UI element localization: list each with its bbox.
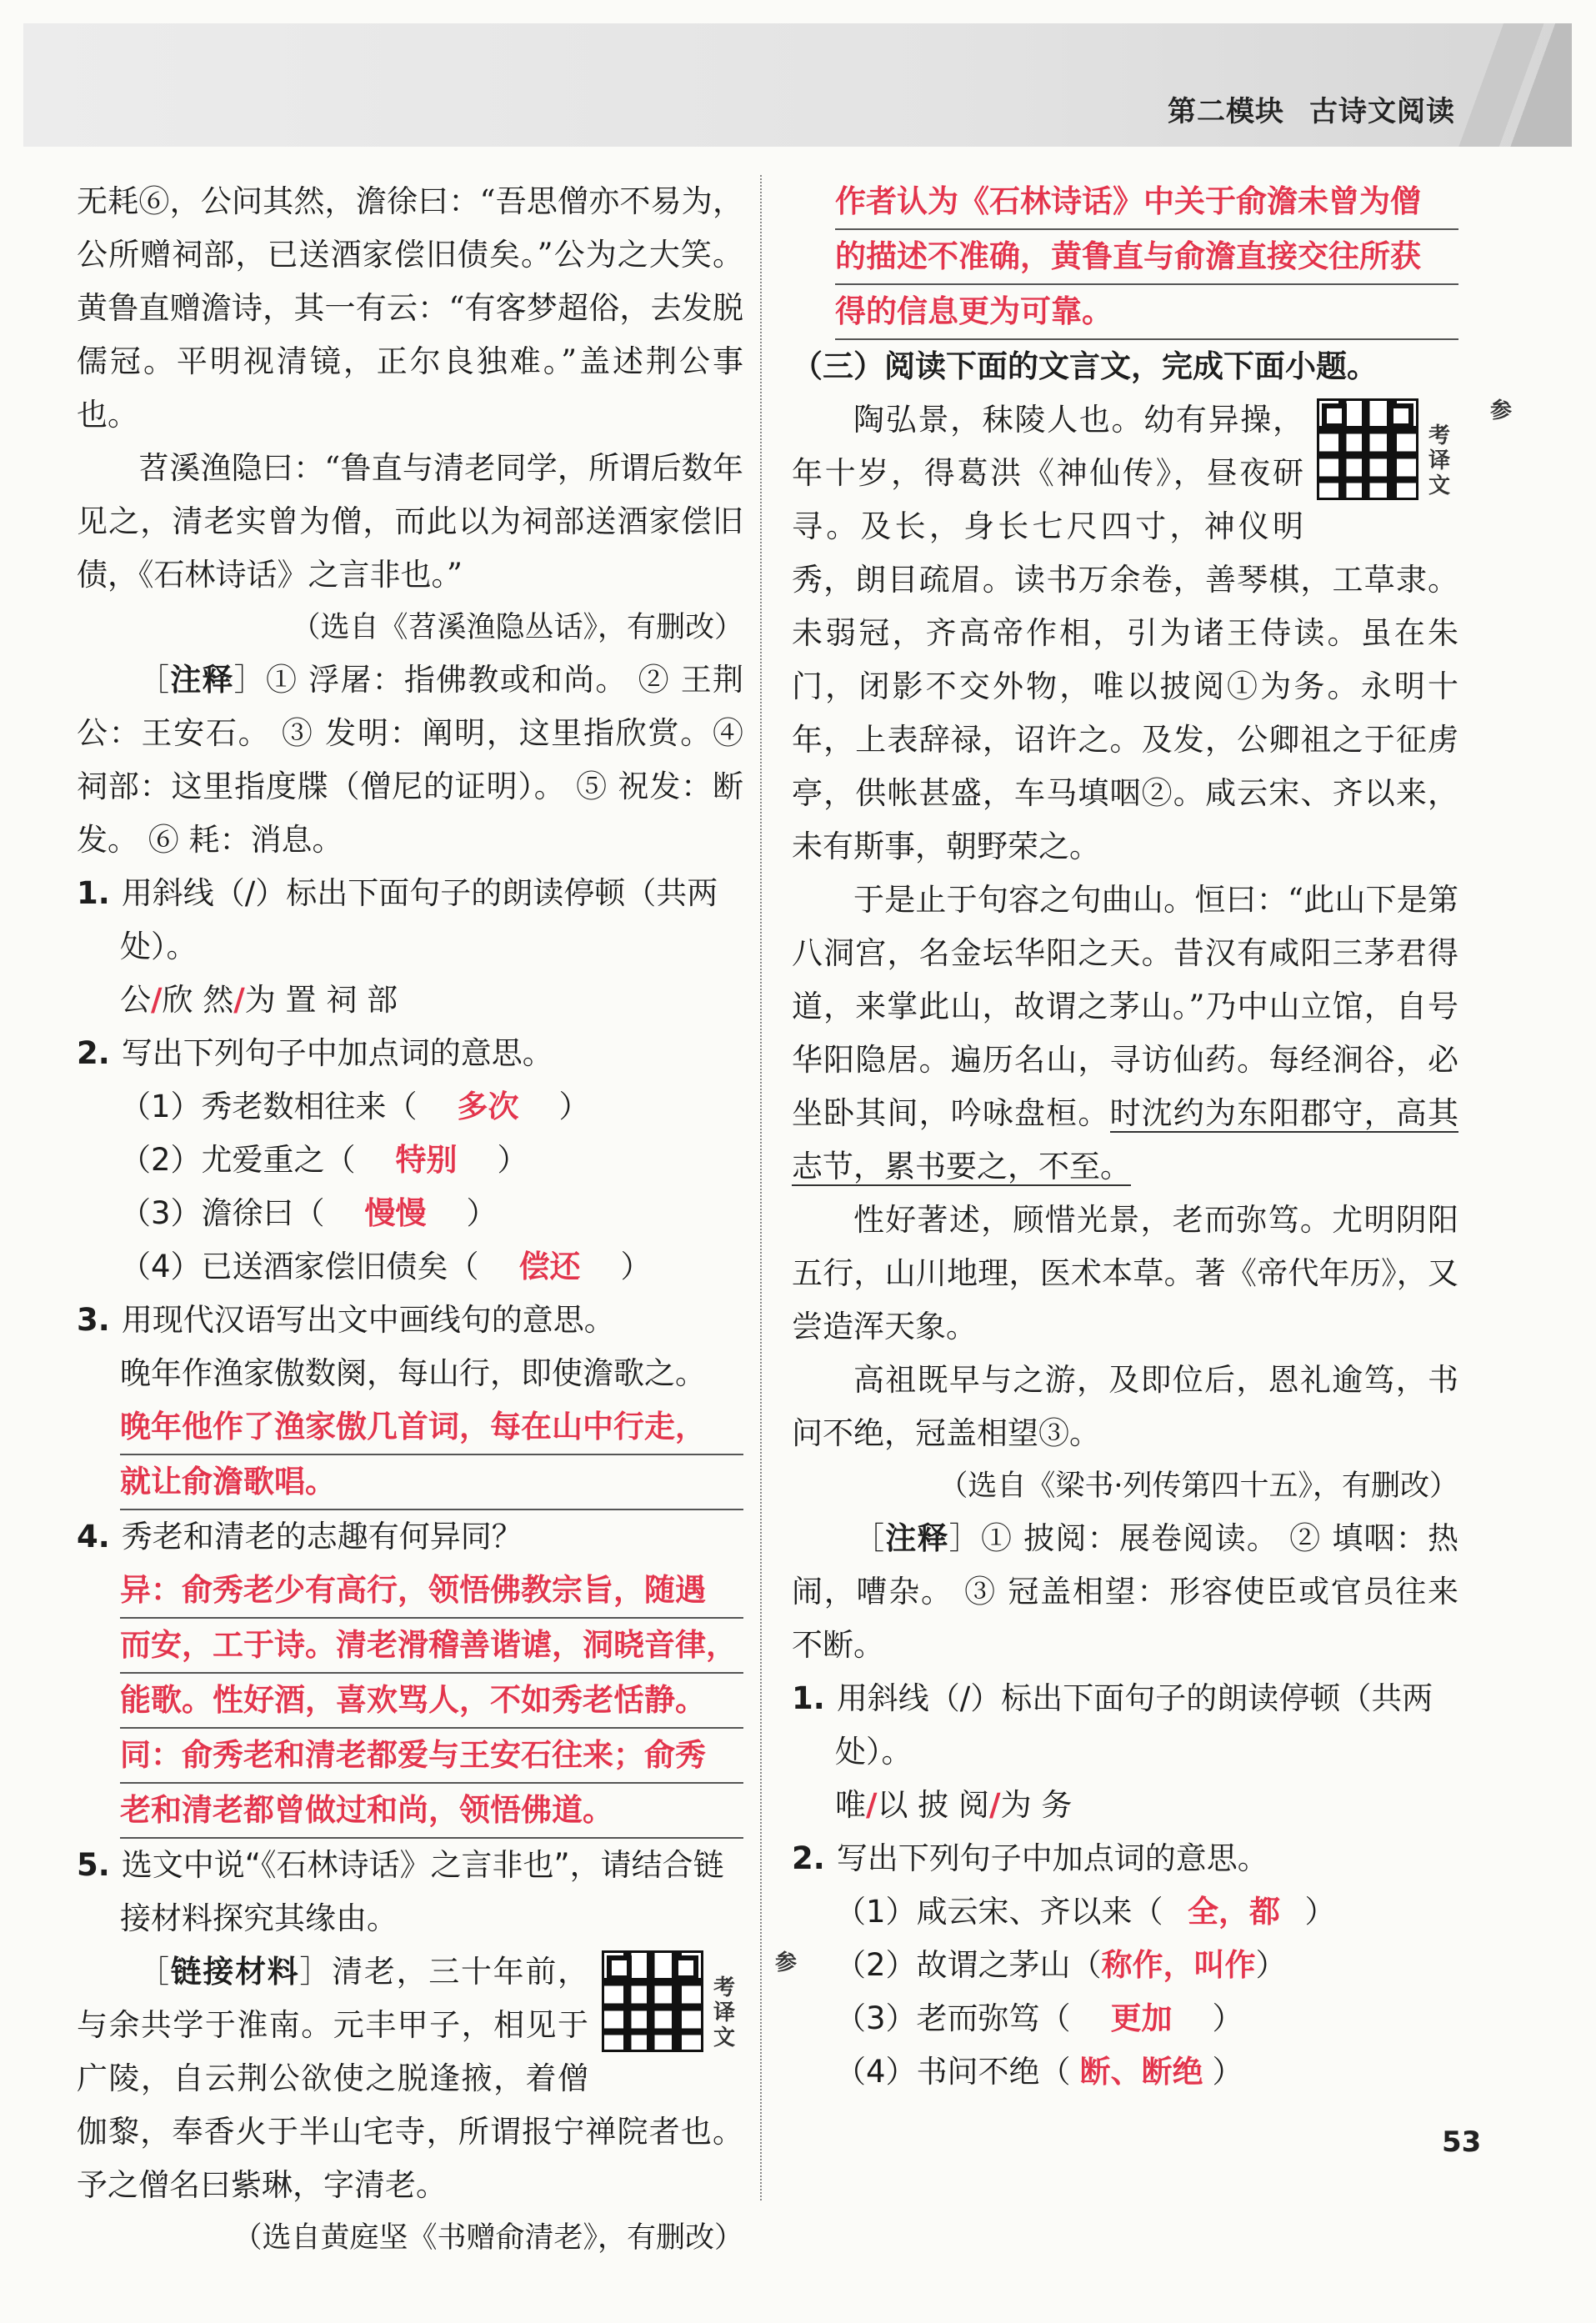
question-2 [792,1832,1458,1885]
header-title [1168,88,1455,129]
qr-code-icon[interactable] [602,1950,703,2052]
answer-line: 的描述不准确，黄鲁直与俞澹直接交往所获 [835,230,1458,285]
item-answer: 更加 [1110,2000,1173,2036]
item-label: （2）尤爱重之（ [120,1142,356,1178]
item-end: ） [466,1195,498,1231]
item-label: （2）故谓之茅山（ [835,1947,1102,1983]
answer-line: 得的信息更为可靠。 [835,285,1458,340]
question-number: 2. [792,1840,825,1876]
question-number: 3. [77,1302,110,1338]
paragraph-text: 陶弘景，秣陵人也。幼有异操，年十岁，得葛洪《神仙传》，昼夜研寻。及长，身长七尺四寸，神仪明秀，朗目疏眉。读书万余卷，善琴棋，工草隶。未弱冠，齐高帝作相，引为诸王侍读。虽在朱门，闭影不交外物，唯以披阅①为务。永明十年，上表辞禄，诏许之。及发，公卿祖之于征虏亭，供帐甚盛，车马填咽②。咸云宋、齐以来，未有斯事，朝野荣之。 [792,402,1458,864]
word: 公 [120,982,151,1018]
answer-block [835,175,1458,340]
question-text: 用斜线（/）标出下面句子的朗读停顿（共两处）。 [120,875,718,964]
answer-line: 同：俞秀老和清老都爱与王安石往来；俞秀 [120,1729,743,1784]
question-1 [792,1672,1458,1779]
vocab-item [792,2045,1458,2099]
link-material: 参考译文 ［链接材料］清老，三十年前，与余共学于淮南。元丰甲子，相见于广陵，自云荆公欲使之脱逢掖，着僧伽黎，奉香火于半山宅寺，所谓报宁禅院者也。予之僧名曰紫琳，字清老。 [77,1950,798,2203]
pause-sentence [792,1779,1458,1832]
answer-line: 而安，工于诗。清老滑稽善谐谑，洞晓音律， [120,1619,743,1674]
question-3 [77,1294,743,1347]
question-number: 1. [792,1680,825,1716]
vocab-item [792,1885,1458,1939]
column-divider [760,175,762,2200]
item-label: （1）秀老数相往来（ [120,1089,418,1124]
answer-line: 晚年他作了渔家傲几首词，每在山中行走， [120,1400,743,1455]
passage-paragraph: 苕溪渔隐曰：“鲁直与清老同学，所谓后数年见之，清老实曾为僧，而此以为祠部送酒家偿旧债，《石林诗话》之言非也。” [77,450,743,593]
pause-slash: / [989,1787,1001,1823]
question-number: 1. [77,875,110,911]
vocab-item [77,1134,743,1187]
question-text: 秀老和清老的志趣有何异同？ [121,1519,523,1555]
vocab-item [792,1939,1458,1992]
source-citation: （选自黄庭坚《书赠俞清老》，有删改） [233,2221,743,2255]
qr-block[interactable] [602,1950,798,2059]
item-end: ） [1255,1947,1287,1983]
item-label: （3）老而弥笃（ [835,2000,1071,2036]
word: 唯 [835,1787,866,1823]
vocab-item [77,1187,743,1240]
pause-slash: / [866,1787,878,1823]
annotations: ［注释］① 披阅：展卷阅读。 ② 填咽：热闹，嘈杂。 ③ 冠盖相望：形容使臣或官员往来不断。 [792,1520,1459,1663]
question-number: 2. [77,1035,110,1071]
item-label: （1）咸云宋、齐以来（ [835,1894,1163,1930]
item-answer: 特别 [395,1142,458,1178]
passage-paragraph: 高祖既早与之游，及即位后，恩礼逾笃，书问不绝，冠盖相望③。 [792,1362,1458,1451]
header-decoration [1455,23,1572,147]
link-tag: 链接材料 [170,1954,300,1990]
source-citation: （选自《苕溪渔隐丛话》，有删改） [291,611,743,644]
item-end: ） [1212,2000,1243,2036]
annotation-text: ① 浮屠：指佛教或和尚。 ② 王荆公：王安石。 ③ 发明：阐明，这里指欣赏。④ 祠部：这里指度牒（僧尼的证明）。 ⑤ 祝发：断发。 ⑥ 耗：消息。 [77,662,744,858]
passage-paragraph [792,874,1458,1194]
left-column [77,175,798,2264]
vocab-item [77,1240,743,1294]
question-2 [77,1027,743,1080]
page-header [23,23,1572,147]
item-end: ） [620,1249,652,1284]
vocab-item [792,1992,1458,2045]
annotations: ［注释］① 浮屠：指佛教或和尚。 ② 王荆公：王安石。 ③ 发明：阐明，这里指欣赏。④ 祠部：这里指度牒（僧尼的证明）。 ⑤ 祝发：断发。 ⑥ 耗：消息。 [77,662,744,858]
annotation-text: ① 披阅：展卷阅读。 ② 填咽：热闹，嘈杂。 ③ 冠盖相望：形容使臣或官员往来不断。 [792,1520,1459,1663]
question-number: 5. [77,1847,110,1883]
note-tag: 注释 [885,1520,949,1556]
item-end: ） [497,1142,528,1178]
item-answer: 慢慢 [364,1195,427,1231]
answer-line: 老和清老都曾做过和尚，领悟佛道。 [120,1784,743,1839]
answer-line: 能歌。性好酒，喜欢骂人，不如秀老恬静。 [120,1674,743,1729]
pause-slash: / [233,982,245,1018]
source-citation: （选自《梁书·列传第四十五》，有删改） [938,1469,1458,1503]
link-text: 清老，三十年前，与余共学于淮南。元丰甲子，相见于广陵，自云荆公欲使之脱逢掖，着僧伽黎，奉香火于半山宅寺，所谓报宁禅院者也。予之僧名曰紫琳，字清老。 [77,1954,743,2203]
question-1 [77,867,743,974]
answer-line: 作者认为《石林诗话》中关于俞澹未曾为僧 [835,175,1458,230]
paragraph-text: 于是止于句容之句曲山。恒曰：“此山下是第八洞宫，名金坛华阳之天。昔汉有咸阳三茅君得道，来掌此山，故谓之茅山。”乃中山立馆，自号华阳隐居。遍历名山，寻访仙药。每经涧谷，必坐卧其间，吟咏盘桓。 [792,882,1458,1131]
item-answer: 断、断绝 [1079,2054,1203,2090]
pause-sentence [77,974,743,1027]
item-answer: 偿还 [518,1249,581,1284]
pause-slash: / [151,982,163,1018]
word: 为 务 [1000,1787,1073,1823]
question-text: 选文中说“《石林诗话》之言非也”，请结合链接材料探究其缘由。 [120,1847,724,1936]
word: 以 披 阅 [877,1787,990,1823]
note-tag: 注释 [170,662,234,698]
answer-line: 异：俞秀老少有高行，领悟佛教宗旨，随遇 [120,1564,743,1619]
translate-sentence: 晚年作渔家傲数阕，每山行，即使澹歌之。 [120,1355,706,1391]
item-end: ） [1304,1894,1336,1930]
underlined-sentence: 时沈约为东阳郡守，高其志节，累书要之，不至。 [792,1095,1458,1184]
answer-line: 就让俞澹歌唱。 [120,1455,743,1510]
question-text: 用斜线（/）标出下面句子的朗读停顿（共两处）。 [835,1680,1433,1770]
question-text: 写出下列句子中加点词的意思。 [836,1840,1268,1876]
passage-paragraph: 性好著述，顾惜光景，老而弥笃。尤明阴阳五行，山川地理，医术本草。著《帝代年历》，又尝造浑天象。 [792,1202,1458,1344]
answer-block [120,1400,743,1510]
item-label: （4）书问不绝（ [835,2054,1071,2090]
item-label: （3）澹徐曰（ [120,1195,325,1231]
answer-block [120,1564,743,1839]
question-number: 4. [77,1519,110,1555]
section-title: （三）阅读下面的文言文，完成下面小题。 [792,348,1378,384]
vocab-item [77,1080,743,1134]
section-label: 古诗文阅读 [1309,95,1455,128]
qr-label: 参考译文 [713,1950,798,2050]
question-4 [77,1510,743,1564]
question-5 [77,1839,743,1945]
word: 为 置 祠 部 [244,982,398,1018]
right-column [792,175,1513,2099]
passage-paragraph: 无耗⑥，公问其然，澹徐曰：“吾思僧亦不易为，公所赠祠部，已送酒家偿旧债矣。”公为之大笑。黄鲁直赠澹诗，其一有云：“有客梦超俗，去发脱儒冠。平明视清镜，正尔良独难。”盖述荆公事也。 [77,183,743,433]
qr-code-icon[interactable] [1317,398,1418,500]
qr-label: 参考译文 [1428,398,1513,498]
item-end: ） [558,1089,590,1124]
item-end: ） [1212,2054,1243,2090]
module-label: 第二模块 [1168,95,1284,128]
item-answer: 全，都 [1188,1894,1281,1930]
passage-paragraph [792,393,1513,874]
item-answer: 称作，叫作 [1101,1947,1256,1983]
question-text: 用现代汉语写出文中画线句的意思。 [121,1302,615,1338]
word: 欣 然 [162,982,234,1018]
item-answer: 多次 [457,1089,519,1124]
page-number: 53 [1442,2125,1482,2159]
question-text: 写出下列句子中加点词的意思。 [121,1035,553,1071]
qr-block[interactable] [1317,398,1513,507]
item-label: （4）已送酒家偿旧债矣（ [120,1249,479,1284]
